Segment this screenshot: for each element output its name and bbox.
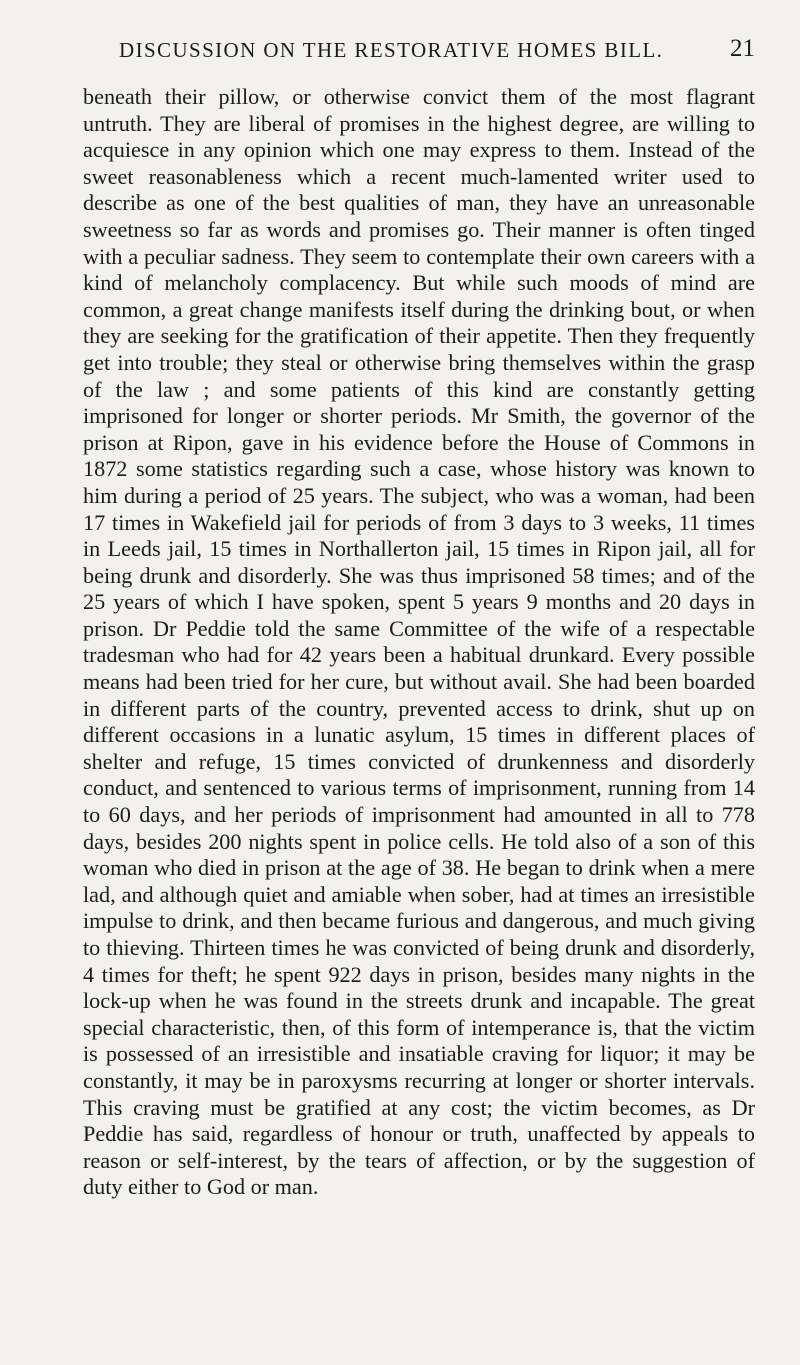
running-header xyxy=(83,0,755,72)
body-paragraph: beneath their pillow, or otherwise convict them of the most flagrant untruth. They are liberal of promises in the highest degree, are willing to acquiesce in any opinion which one may express to them. Instead of the sweet reasonableness which a recent much-lamented writer used to describe as one of the best qualities of man, they have an unreasonable sweetness so far as words and promises go. Their manner is often tinged with a peculiar sadness. They seem to contemplate their own careers with a kind of melancholy complacency. But while such moods of mind are common, a great change manifests itself during the drinking bout, or when they are seeking for the gratification of their appetite. Then they frequently get into trouble; they steal or otherwise bring themselves within the grasp of the law ; and some patients of this kind are constantly getting imprisoned for longer or shorter periods. Mr Smith, the governor of the prison at Ripon, gave in his evidence before the House of Commons in 1872 some statistics regarding such a case, whose history was known to him during a period of 25 years. The subject, who was a woman, had been 17 times in Wakefield jail for periods of from 3 days to 3 weeks, 11 times in Leeds jail, 15 times in Northallerton jail, 15 times in Ripon jail, all for being drunk and disorderly. She was thus imprisoned 58 times; and of the 25 years of which I have spoken, spent 5 years 9 months and 20 days in prison. Dr Peddie told the same Committee of the wife of a respectable tradesman who had for 42 years been a habitual drunkard. Every possible means had been tried for her cure, but without avail. She had been boarded in different parts of the country, prevented access to drink, shut up on different occasions in a lunatic asylum, 15 times in different places of shelter and refuge, 15 times convicted of drunkenness and disorderly conduct, and sentenced to various terms of imprisonment, running from 14 to 60 days, and her periods of imprisonment had amounted in all to 778 days, besides 200 nights spent in police cells. He told also of a son of this woman who died in prison at the age of 38. He began to drink when a mere lad, and although quiet and amiable when sober, had at times an irresistible impulse to drink, and then became furious and dangerous, and much giving to thieving. Thirteen times he was convicted of being drunk and disorderly, 4 times for theft; he spent 922 days in prison, besides many nights in the lock-up when he was found in the streets drunk and incapable. The great special characteristic, then, of this form of intemperance is, that the victim is possessed of an irresistible and insatiable craving for liquor; it may be constantly, it may be in paroxysms recurring at longer or shorter intervals. This craving must be gratified at any cost; the victim becomes, as Dr Peddie has said, regardless of honour or truth, unaffected by appeals to reason or self-interest, by the tears of affection, or by the suggestion of duty either to God or man. xyxy=(83,84,755,1200)
page-number: 21 xyxy=(730,35,755,62)
running-title: DISCUSSION ON THE RESTORATIVE HOMES BILL. xyxy=(119,38,664,62)
